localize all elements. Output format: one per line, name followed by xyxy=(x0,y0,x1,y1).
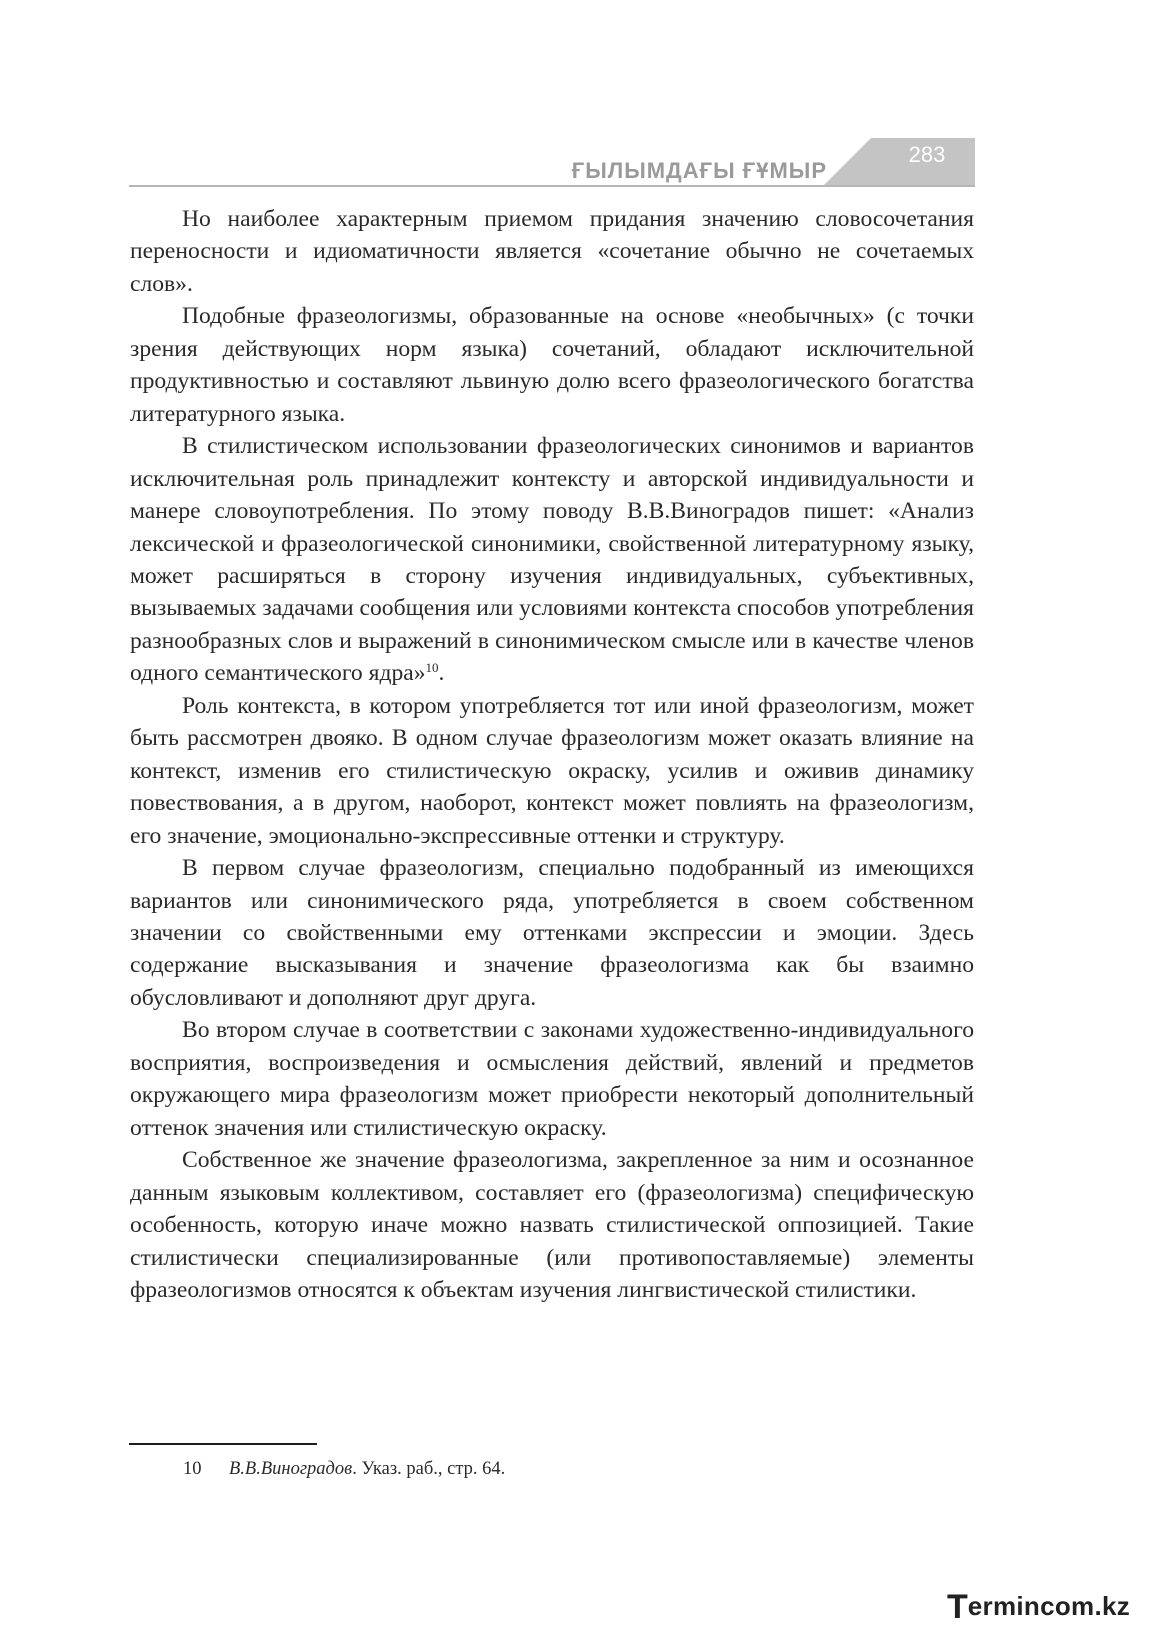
paragraph-1: Но наиболее характерным приемом придания значению словосочетания переносности и идиоматичности является «сочетание обычно не сочетаемых слов». xyxy=(130,206,974,297)
paragraph-4: Роль контекста, в котором употребляется тот или иной фразеологизм, может быть рассмотрен двояко. В одном случае фразеологизм может оказать влияние на контекст, изменив его стилистическую окраску, усилив и оживив динамику повествования, а в другом, наоборот, контекст может повлиять на фразеологизм, его значение, эмоционально-экспрессивные оттенки и структуру. xyxy=(130,692,974,849)
paragraph-3-end: . xyxy=(438,660,445,687)
watermark-logo xyxy=(947,1588,1130,1627)
running-title: ҒЫЛЫМДАҒЫ ҒҰМЫР xyxy=(571,158,827,183)
paragraph-3 xyxy=(130,430,974,690)
page-header xyxy=(129,138,975,190)
footnote-reference[interactable]: 10 xyxy=(425,660,439,676)
paragraph-2: Подобные фразеологизмы, образованные на основе «необычных» (с точки зрения действующих норм языка) сочетаний, обладают исключительной продуктивностью и составляют львиную долю всего фразеологического богатства литературного языка. xyxy=(130,303,974,427)
footnote-separator xyxy=(129,1443,317,1445)
watermark-text: ermincom.kz xyxy=(967,1591,1131,1621)
watermark-initial: T xyxy=(947,1588,968,1626)
paragraph-3-text: В стилистическом использовании фразеологических синонимов и вариантов исключительная роль принадлежит контексту и авторской индивидуальности и манере словоупотребления. По этому поводу В.В.Виноградов пишет: «Анализ лексической и фразеологической синонимики, свойственной литературному языку, может расширяться в сторону изучения индивидуальных, субъективных, вызываемых задачами сообщения или условиями контекста способов употребления разнообразных слов и выражений в синонимическом смысле или в качестве членов одного семантического ядра» xyxy=(130,433,975,687)
paragraph-6: Во втором случае в соответствии с законами художественно-индивидуального восприятия, воспроизведения и осмысления действий, явлений и предметов окружающего мира фразеологизм может приобрести некоторый дополнительный оттенок значения или стилистическую окраску. xyxy=(130,1017,974,1141)
footnote-author: В.В.Виноградов xyxy=(229,1459,353,1479)
page-number: 283 xyxy=(908,142,946,167)
paragraph-5: В первом случае фразеологизм, специально подобранный из имеющихся вариантов или синонимического ряда, употребляется в своем собственном значении со свойственными ему оттенками экспрессии и эмоции. Здесь содержание высказывания и значение фразеологизма как бы взаимно обусловливают и дополняют друг друга. xyxy=(130,855,974,1011)
footnote xyxy=(183,1457,505,1481)
paragraph-7: Собственное же значение фразеологизма, закрепленное за ним и осознанное данным языковым коллективом, составляет его (фразеологизма) специфическую особенность, которую иначе можно назвать стилистической оппозицией. Такие стилистически специализированные (или противопоставляемые) элементы фразеологизмов относятся к объектам изучения лингвистической стилистики. xyxy=(130,1147,974,1303)
footnote-text: . Указ. раб., стр. 64. xyxy=(352,1459,506,1479)
header-rule xyxy=(129,185,975,187)
footnote-number: 10 xyxy=(183,1459,202,1479)
body-text xyxy=(130,203,974,1306)
